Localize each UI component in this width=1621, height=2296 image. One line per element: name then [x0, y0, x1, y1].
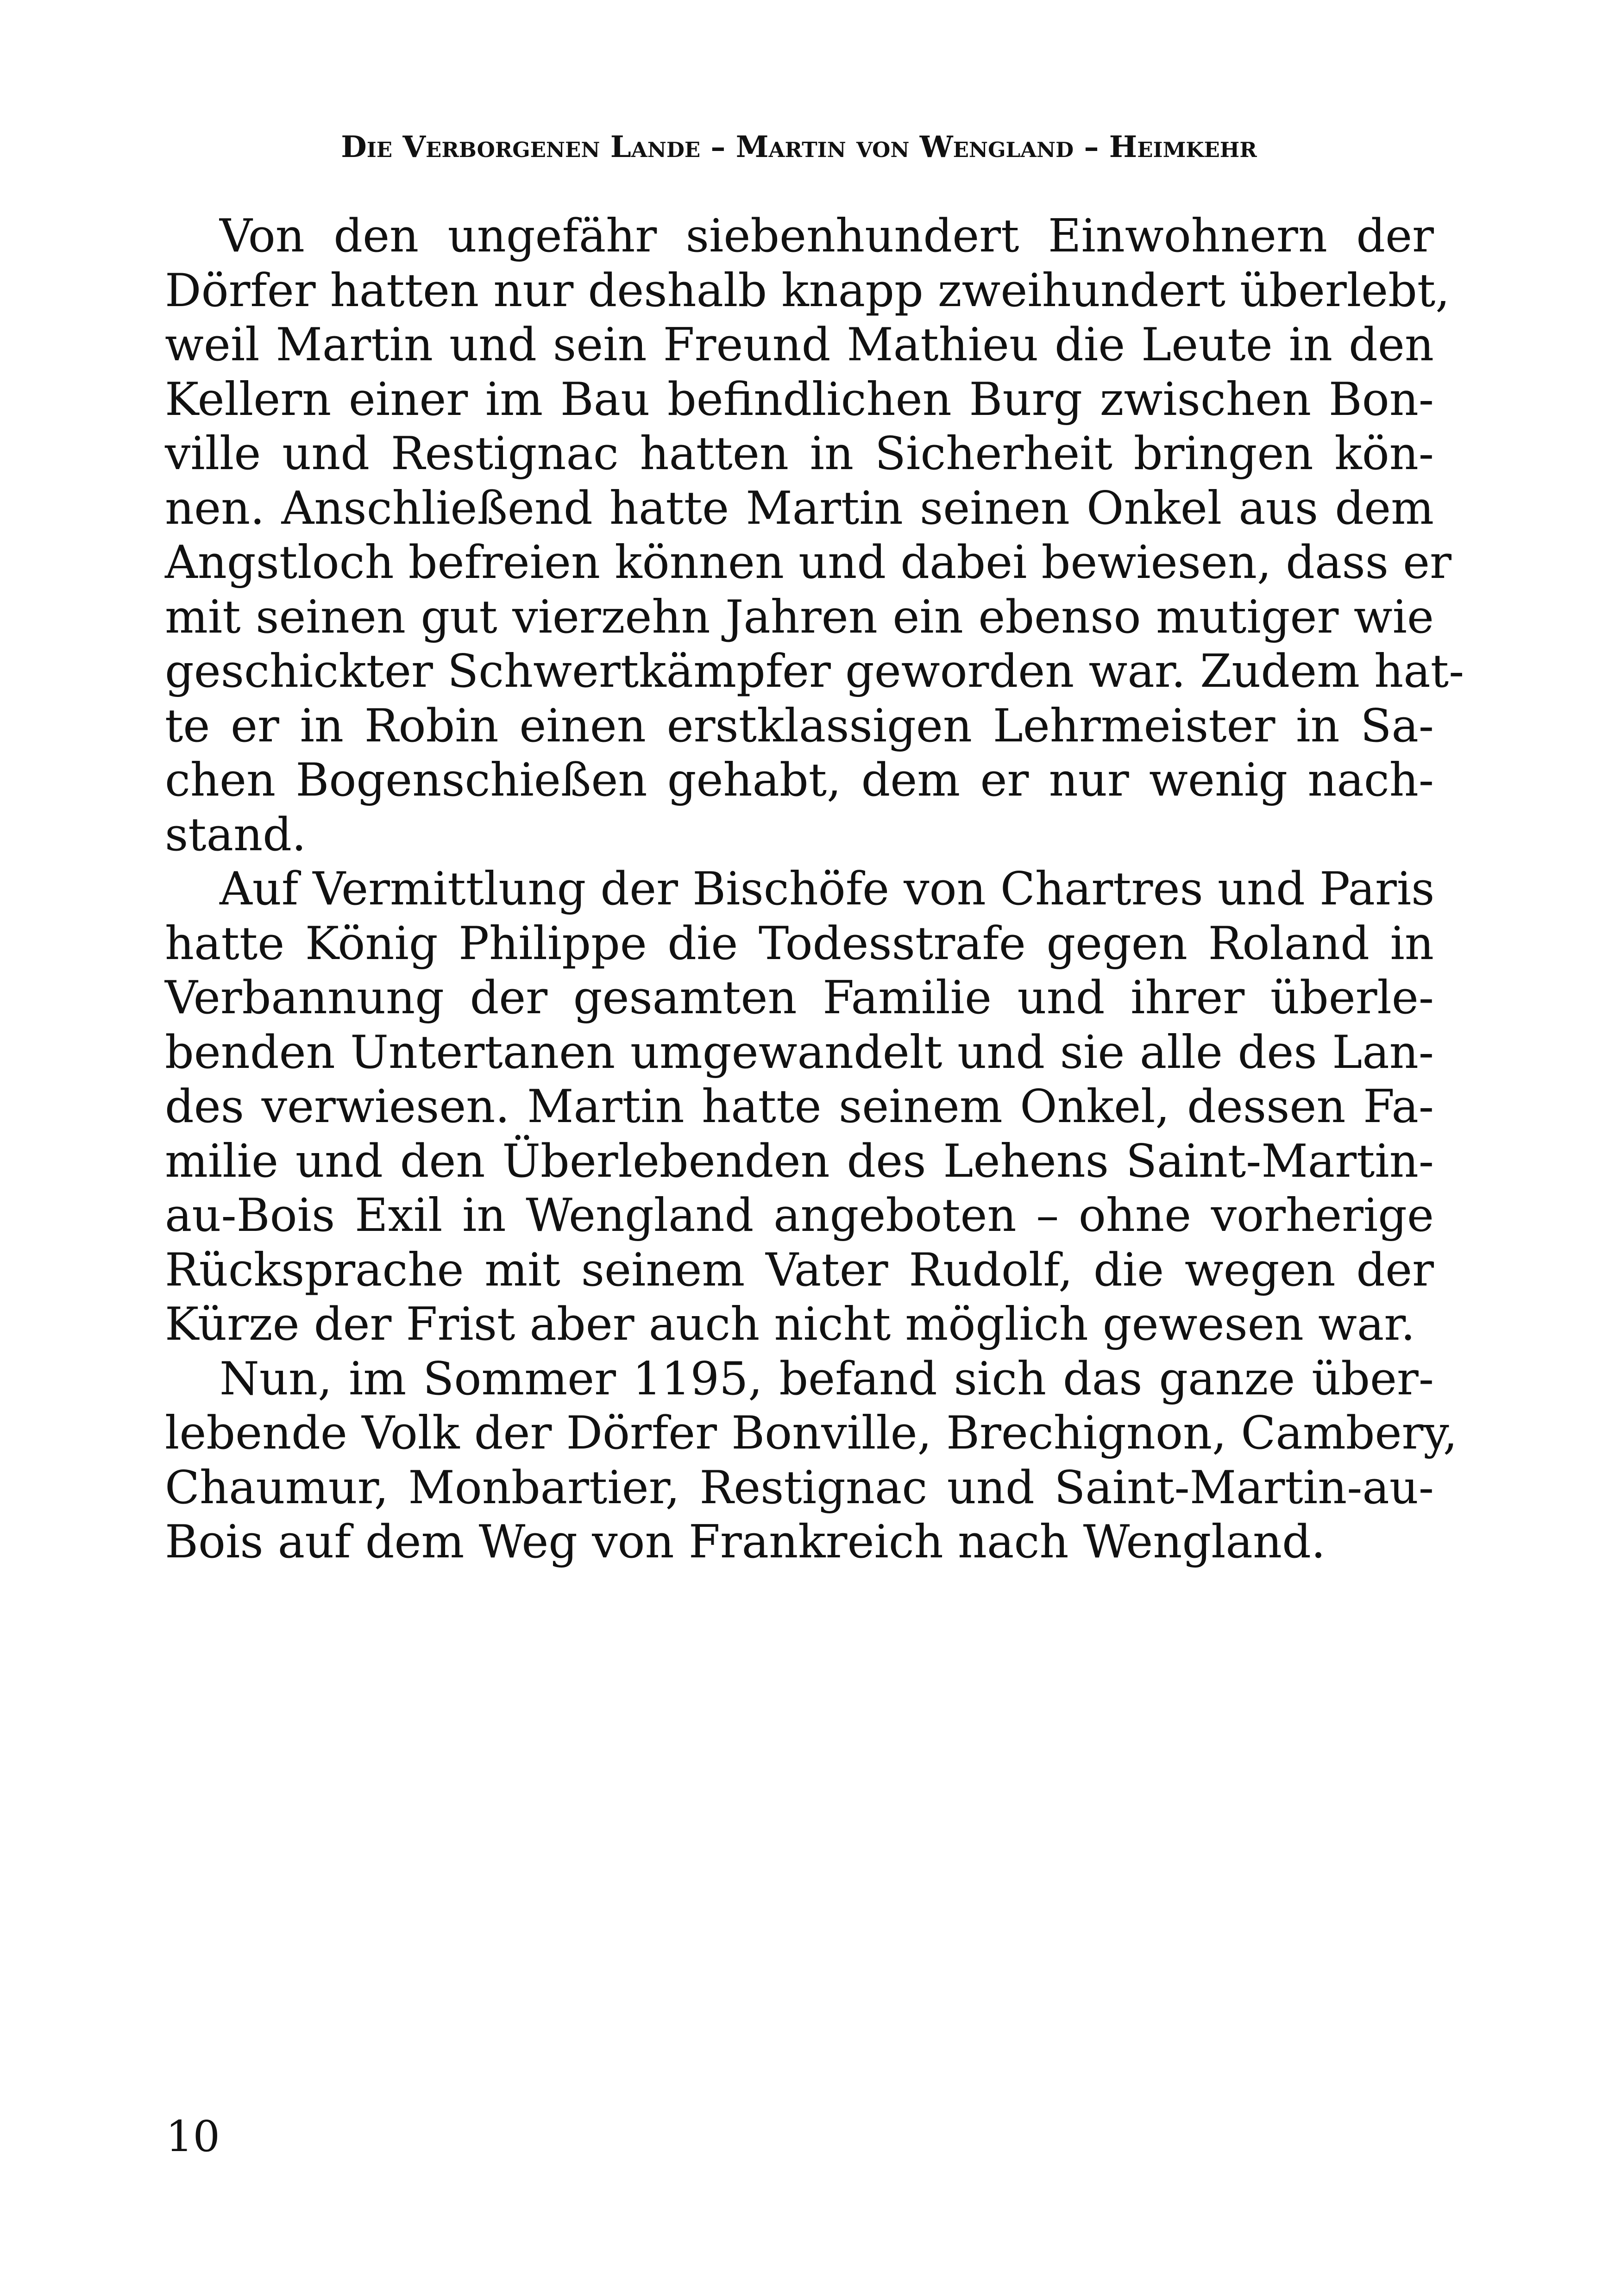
text-line: au-Bois Exil in Wengland angeboten – ohne vorherige: [165, 1189, 1434, 1242]
text-line: Kürze der Frist aber auch nicht möglich gewesen war.: [165, 1298, 1415, 1351]
text-line: Kellern einer im Bau befindlichen Burg zwischen Bon-: [165, 373, 1434, 426]
text-line: Verbannung der gesamten Familie und ihrer überle-: [165, 972, 1434, 1024]
text-line: Von den ungefähr siebenhundert Einwohnern der: [220, 210, 1434, 263]
body-text: [165, 209, 1464, 1570]
text-line: Chaumur, Monbartier, Restignac und Saint-Martin-au-: [165, 1461, 1434, 1514]
text-line: Bois auf dem Weg von Frankreich nach Wengland.: [165, 1516, 1326, 1568]
text-line: lebende Volk der Dörfer Bonville, Brechignon, Cambery,: [165, 1407, 1458, 1460]
text-line: weil Martin und sein Freund Mathieu die Leute in den: [165, 319, 1434, 371]
page-number: 10: [166, 2112, 220, 2161]
text-line: Nun, im Sommer 1195, befand sich das ganze über-: [220, 1352, 1434, 1405]
text-line: hatte König Philippe die Todesstrafe gegen Roland in: [165, 917, 1434, 970]
text-line: nen. Anschließend hatte Martin seinen Onkel aus dem: [165, 482, 1434, 535]
text-line: chen Bogenschießen gehabt, dem er nur wenig nach-: [165, 754, 1434, 807]
text-line: geschickter Schwertkämpfer geworden war. Zudem hat-: [165, 645, 1464, 698]
text-line: mit seinen gut vierzehn Jahren ein ebenso mutiger wie: [165, 590, 1434, 644]
text-line: benden Untertanen umgewandelt und sie alle des Lan-: [165, 1026, 1434, 1079]
text-line: ville und Restignac hatten in Sicherheit bringen kön-: [165, 427, 1434, 480]
running-head: Die Verborgenen Lande – Martin von Wengland – Heimkehr: [341, 130, 1257, 164]
text-line: te er in Robin einen erstklassigen Lehrmeister in Sa-: [165, 699, 1434, 753]
text-line: stand.: [165, 808, 307, 861]
text-line: milie und den Überlebenden des Lehens Saint-Martin-: [165, 1135, 1434, 1188]
paragraph-3: [165, 1352, 1458, 1570]
paragraph-2: [165, 862, 1434, 1352]
text-line: des verwiesen. Martin hatte seinem Onkel, dessen Fa-: [165, 1080, 1434, 1133]
text-line: Dörfer hatten nur deshalb knapp zweihundert überlebt,: [165, 264, 1450, 317]
text-line: Rücksprache mit seinem Vater Rudolf, die wegen der: [165, 1243, 1434, 1297]
text-line: Angstloch befreien können und dabei bewiesen, dass er: [165, 536, 1452, 589]
text-line: Auf Vermittlung der Bischöfe von Chartres und Paris: [220, 863, 1435, 916]
paragraph-1: [165, 209, 1464, 862]
